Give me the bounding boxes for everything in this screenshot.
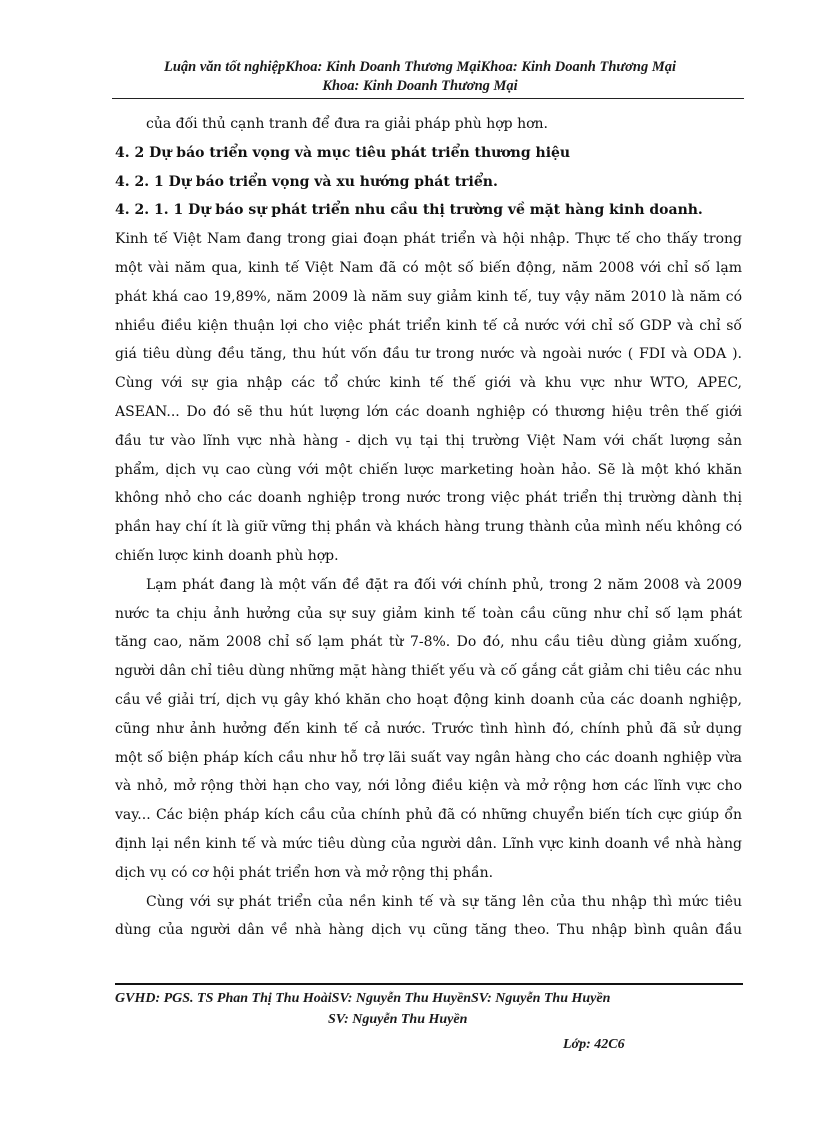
- paragraph-line: dịch vụ có cơ hội phát triển hơn và mở rộng thị phần.: [115, 864, 494, 881]
- paragraph-line: một vài năm qua, kinh tế Việt Nam đã có một số biến động, năm 2008 với chỉ số lạm: [115, 259, 742, 276]
- paragraph-line: nước ta chịu ảnh hưởng của sự suy giảm kinh tế toàn cầu cũng như chỉ số lạm phát: [115, 605, 742, 622]
- footer-line-2: SV: Nguyễn Thu Huyền: [328, 1012, 468, 1027]
- paragraph-3: [115, 888, 742, 946]
- paragraph-line: một số biện pháp kích cầu như hỗ trợ lãi suất vay ngân hàng cho các doanh nghiệp vừa: [115, 749, 742, 766]
- paragraph-line: vay... Các biện pháp kích cầu của chính phủ đã có những chuyển biến tích cực giúp ổn: [115, 807, 742, 824]
- paragraph-line: nhiều điều kiện thuận lợi cho việc phát triển kinh tế cả nước với chỉ số GDP và chỉ số: [115, 317, 742, 334]
- page-header: [110, 58, 730, 96]
- footer-rule: [115, 983, 743, 985]
- heading-4-2-1: 4. 2. 1 Dự báo triển vọng và xu hướng phát triển.: [115, 173, 498, 190]
- paragraph-line: phần hay chí ít là giữ vững thị phần và khách hàng trung thành của mình nếu không có: [115, 519, 742, 536]
- paragraph-line: phẩm, dịch vụ cao cùng với một chiến lược marketing hoàn hảo. Sẽ là một khó khăn: [115, 461, 742, 478]
- footer-class-label: Lớp: 42C6: [563, 1037, 625, 1052]
- paragraph-line: không nhỏ cho các doanh nghiệp trong nước trong việc phát triển thị trường dành thị: [115, 490, 742, 507]
- footer-line-1: GVHD: PGS. TS Phan Thị Thu HoàiSV: Nguyễn Thu HuyềnSV: Nguyễn Thu Huyền: [115, 991, 611, 1006]
- header-line-2: Khoa: Kinh Doanh Thương Mại: [322, 78, 518, 94]
- paragraph-line: cầu về giải trí, dịch vụ gây khó khăn cho hoạt động kinh doanh của các doanh nghiệp,: [115, 691, 742, 708]
- paragraph-1: [115, 225, 742, 571]
- paragraph-2: [115, 571, 742, 888]
- heading-4-2: 4. 2 Dự báo triển vọng và mục tiêu phát triển thương hiệu: [115, 144, 571, 161]
- paragraph-line: chiến lược kinh doanh phù hợp.: [115, 547, 339, 564]
- paragraph-line: Cùng với sự gia nhập các tổ chức kinh tế thế giới và khu vực như WTO, APEC,: [115, 375, 742, 392]
- carry-over-line: của đối thủ cạnh tranh để đưa ra giải pháp phù hợp hơn.: [146, 116, 548, 132]
- paragraph-line: ASEAN... Do đó sẽ thu hút lượng lớn các doanh nghiệp có thương hiệu trên thế giới: [115, 403, 742, 420]
- document-body: [115, 110, 742, 945]
- heading-4-2-1-1: 4. 2. 1. 1 Dự báo sự phát triển nhu cầu thị trường về mặt hàng kinh doanh.: [115, 202, 703, 219]
- paragraph-line: phát khá cao 19,89%, năm 2009 là năm suy giảm kinh tế, tuy vậy năm 2010 là năm có: [115, 288, 742, 305]
- paragraph-line: cũng như ảnh hưởng đến kinh tế cả nước. Trước tình hình đó, chính phủ đã sử dụng: [115, 720, 742, 737]
- header-rule: [112, 98, 744, 99]
- paragraph-line: tăng cao, năm 2008 chỉ số lạm phát từ 7-8%. Do đó, nhu cầu tiêu dùng giảm xuống,: [115, 634, 742, 651]
- paragraph-line: Cùng với sự phát triển của nền kinh tế và sự tăng lên của thu nhập thì mức tiêu: [146, 893, 742, 910]
- paragraph-line: định lại nền kinh tế và mức tiêu dùng của người dân. Lĩnh vực kinh doanh về nhà hàng: [115, 835, 742, 852]
- paragraph-line: Kinh tế Việt Nam đang trong giai đoạn phát triển và hội nhập. Thực tế cho thấy trong: [115, 231, 742, 248]
- paragraph-line: Lạm phát đang là một vấn đề đặt ra đối với chính phủ, trong 2 năm 2008 và 2009: [146, 576, 742, 593]
- page-footer: [115, 988, 743, 1030]
- paragraph-line: người dân chỉ tiêu dùng những mặt hàng thiết yếu và cố gắng cắt giảm chi tiêu các nhu: [115, 663, 742, 680]
- header-line-1: Luận văn tốt nghiệpKhoa: Kinh Doanh Thương MạiKhoa: Kinh Doanh Thương Mại: [164, 59, 676, 75]
- paragraph-line: và nhỏ, mở rộng thời hạn cho vay, nới lỏng điều kiện và mở rộng hơn các lĩnh vực cho: [115, 778, 742, 795]
- paragraph-line: đầu tư vào lĩnh vực nhà hàng - dịch vụ tại thị trường Việt Nam với chất lượng sản: [115, 432, 742, 449]
- paragraph-line: dùng của người dân về nhà hàng dịch vụ cũng tăng theo. Thu nhập bình quân đầu: [115, 922, 742, 939]
- paragraph-line: giá tiêu dùng đều tăng, thu hút vốn đầu tư trong nước và ngoài nước ( FDI và ODA ).: [115, 346, 742, 363]
